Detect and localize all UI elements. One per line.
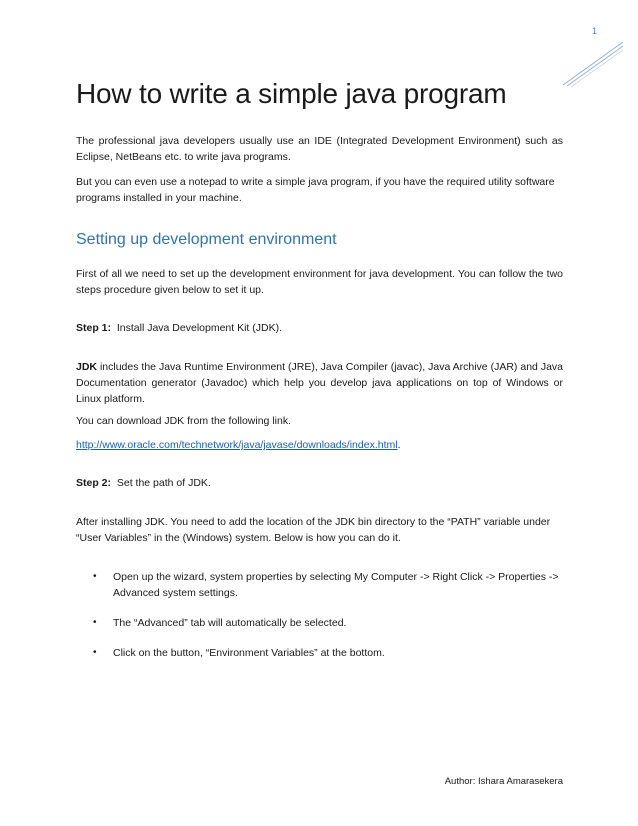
page-title: How to write a simple java program <box>76 78 507 109</box>
intro-paragraph-1: The professional java developers usually use an IDE (Integrated Development Environment) such as Eclipse, NetBeans etc. to write java programs. <box>76 135 563 163</box>
intro-paragraph-2: But you can even use a notepad to write a simple java program, if you have the required utility software programs installed in your machine. <box>76 176 555 204</box>
bullet-icon: • <box>93 571 97 582</box>
jdk-term: JDK <box>76 361 98 373</box>
step-2-label: Step 2: <box>76 477 112 489</box>
footer-author: Author: Ishara Amarasekera <box>444 776 563 787</box>
bullet-icon: • <box>93 647 97 658</box>
section-heading: Setting up development environment <box>76 231 337 248</box>
list-item-text: Click on the button, “Environment Variables” at the bottom. <box>113 647 385 659</box>
download-link-line <box>76 437 563 453</box>
jdk-description-text: includes the Java Runtime Environment (JRE), Java Compiler (javac), Java Archive (JAR) and Java Documentation generator (Javadoc) which help you develop java applications on top of Windows or Linux platform. <box>76 361 563 405</box>
step-1-label: Step 1: <box>76 322 112 334</box>
list-item-text: The “Advanced” tab will automatically be selected. <box>113 617 347 629</box>
page-number: 1 <box>592 26 598 36</box>
instruction-list <box>76 569 563 661</box>
download-instruction: You can download JDK from the following link. <box>76 415 291 427</box>
link-suffix: . <box>397 439 401 451</box>
step-1-text: Install Java Development Kit (JDK). <box>116 322 283 334</box>
step-2-line <box>76 475 563 491</box>
corner-decoration <box>555 40 625 88</box>
step-2-text: Set the path of JDK. <box>116 477 211 489</box>
list-item-text: Open up the wizard, system properties by selecting My Computer -> Right Click -> Properties -> Advanced system settings. <box>113 571 559 599</box>
list-item <box>76 615 563 631</box>
step-2-description: After installing JDK. You need to add the location of the JDK bin directory to the “PATH” variable under “User Variables” in the (Windows) system. Below is how you can do it. <box>76 516 551 544</box>
jdk-description <box>76 359 563 407</box>
bullet-icon: • <box>93 617 97 628</box>
list-item <box>76 645 563 661</box>
jdk-download-link[interactable]: http://www.oracle.com/technetwork/java/javase/downloads/index.html <box>76 439 398 451</box>
step-1-line <box>76 320 563 336</box>
section-intro-paragraph: First of all we need to set up the development environment for java development. You can follow the two steps procedure given below to set it up. <box>76 268 563 296</box>
list-item <box>76 569 563 601</box>
